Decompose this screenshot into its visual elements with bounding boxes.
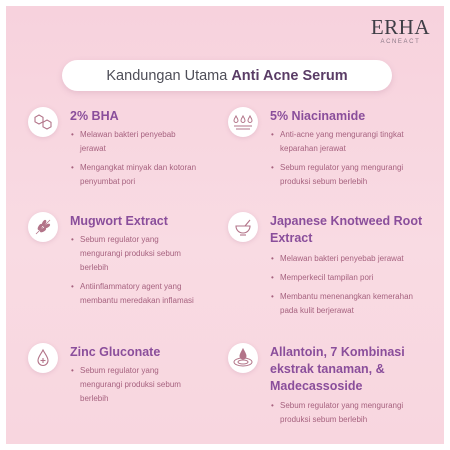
ingredient-title: Japanese Knotweed Root Extract: [270, 214, 423, 245]
ingredient-bullet: • Memperkecil tampilan pori: [270, 271, 430, 285]
ingredient-title: Mugwort Extract: [70, 214, 168, 228]
ingredient-bullet: • Melawan bakteri penyebab jerawat: [270, 252, 430, 266]
ingredient-bullet: • Anti-acne yang mengurangi tingkat keparahan jerawat: [270, 128, 420, 156]
ingredient-bullet: • Membantu menenangkan kemerahan pada kulit berjerawat: [270, 290, 430, 318]
molecule-icon: [28, 107, 58, 137]
ingredient-bullet: • Sebum regulator yang mengurangi produksi sebum berlebih: [270, 399, 420, 427]
ingredient-niacinamide: [228, 107, 438, 202]
ingredient-bullet: • Antiinflammatory agent yang membantu meredakan inflamasi: [70, 280, 200, 308]
ingredient-allantoin: [228, 343, 438, 438]
mortar-icon: [228, 212, 258, 242]
ingredient-mugwort: [28, 212, 218, 332]
ingredient-bullet: • Sebum regulator yang mengurangi produksi sebum berlebih: [70, 233, 200, 275]
ingredients-card: [6, 6, 444, 444]
ingredient-bullet: • Melawan bakteri penyebab jerawat: [70, 128, 200, 156]
ingredient-bullet: • Sebum regulator yang mengurangi produksi sebum berlebih: [270, 161, 420, 189]
ingredient-knotweed: [228, 212, 438, 337]
drop-icon: [28, 343, 58, 373]
ingredient-title: Allantoin, 7 Kombinasi ekstrak tanaman, & Madecassoside: [270, 345, 405, 393]
brand-subname: ACNEACT: [380, 39, 421, 45]
herb-icon: [28, 212, 58, 242]
brand-name: ERHA: [370, 15, 430, 39]
ingredient-bullet: • Mengangkat minyak dan kotoran penyumbat pori: [70, 161, 200, 189]
page-title: [62, 60, 392, 91]
ingredient-bullet: • Sebum regulator yang mengurangi produksi sebum berlebih: [70, 364, 200, 406]
brand-logo: [371, 17, 430, 45]
title-prefix: Kandungan Utama: [106, 67, 228, 84]
ingredient-zinc: [28, 343, 218, 423]
ingredient-title: 2% BHA: [70, 109, 119, 123]
ripple-drop-icon: [228, 343, 258, 373]
ingredient-bha: [28, 107, 218, 197]
ingredient-title: 5% Niacinamide: [270, 109, 366, 123]
ingredient-title: Zinc Gluconate: [70, 345, 161, 359]
title-emphasis: Anti Acne Serum: [231, 67, 348, 84]
droplets-icon: [228, 107, 258, 137]
